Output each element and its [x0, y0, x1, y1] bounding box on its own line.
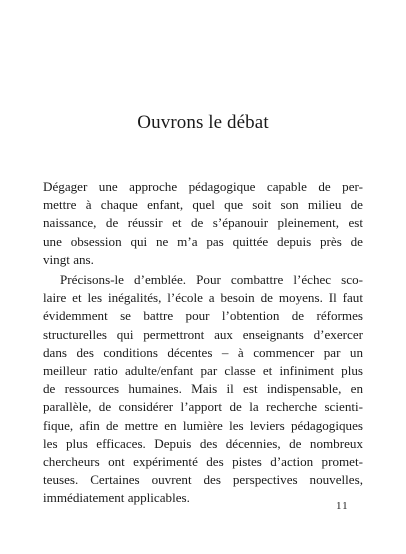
text-line: teuses. Certaines ouvrent des perspectives nouvelles,	[43, 472, 363, 488]
text-line: les plus efficaces. Depuis des décennies, de nombreux	[43, 435, 363, 451]
text-line: une obsession qui ne m’a pas quittée depuis près de	[43, 233, 363, 249]
text-line: structurelles qui permettront aux enseignants d’exercer	[43, 326, 363, 342]
text-line: naissance, de réussir et de s’épanouir pleinement, est	[43, 215, 363, 231]
text-line: parallèle, de considérer l’apport de la recherche scienti-	[43, 399, 363, 415]
text-line: chercheurs ont expérimenté des pistes d’action promet-	[43, 453, 363, 469]
text-line: Précisons-le d’emblée. Pour combattre l’échec sco-	[60, 272, 363, 287]
text-line: de ressources humaines. Mais il est indispensable, en	[43, 381, 363, 397]
text-line: Dégager une approche pédagogique capable de per-	[43, 179, 363, 194]
text-line: immédiatement applicables.	[43, 490, 190, 506]
text-line: fique, afin de mettre en lumière les leviers pédagogiques	[43, 417, 363, 433]
chapter-title: Ouvrons le débat	[137, 112, 269, 133]
paragraph-body	[43, 271, 363, 507]
text-line: meilleur ratio adulte/enfant par classe et infiniment plus	[43, 362, 363, 378]
text-line: vingt ans.	[43, 251, 94, 267]
paragraph-intro	[43, 178, 363, 269]
text-line: évidemment se battre pour l’obtention de réformes	[43, 308, 363, 324]
page-number: 11	[336, 500, 349, 512]
text-line: dans des conditions décentes – à commencer par un	[43, 344, 363, 360]
text-line: laire et les inégalités, l’école a besoin de moyens. Il faut	[43, 290, 363, 306]
text-line: mettre à chaque enfant, quel que soit son milieu de	[43, 197, 363, 213]
